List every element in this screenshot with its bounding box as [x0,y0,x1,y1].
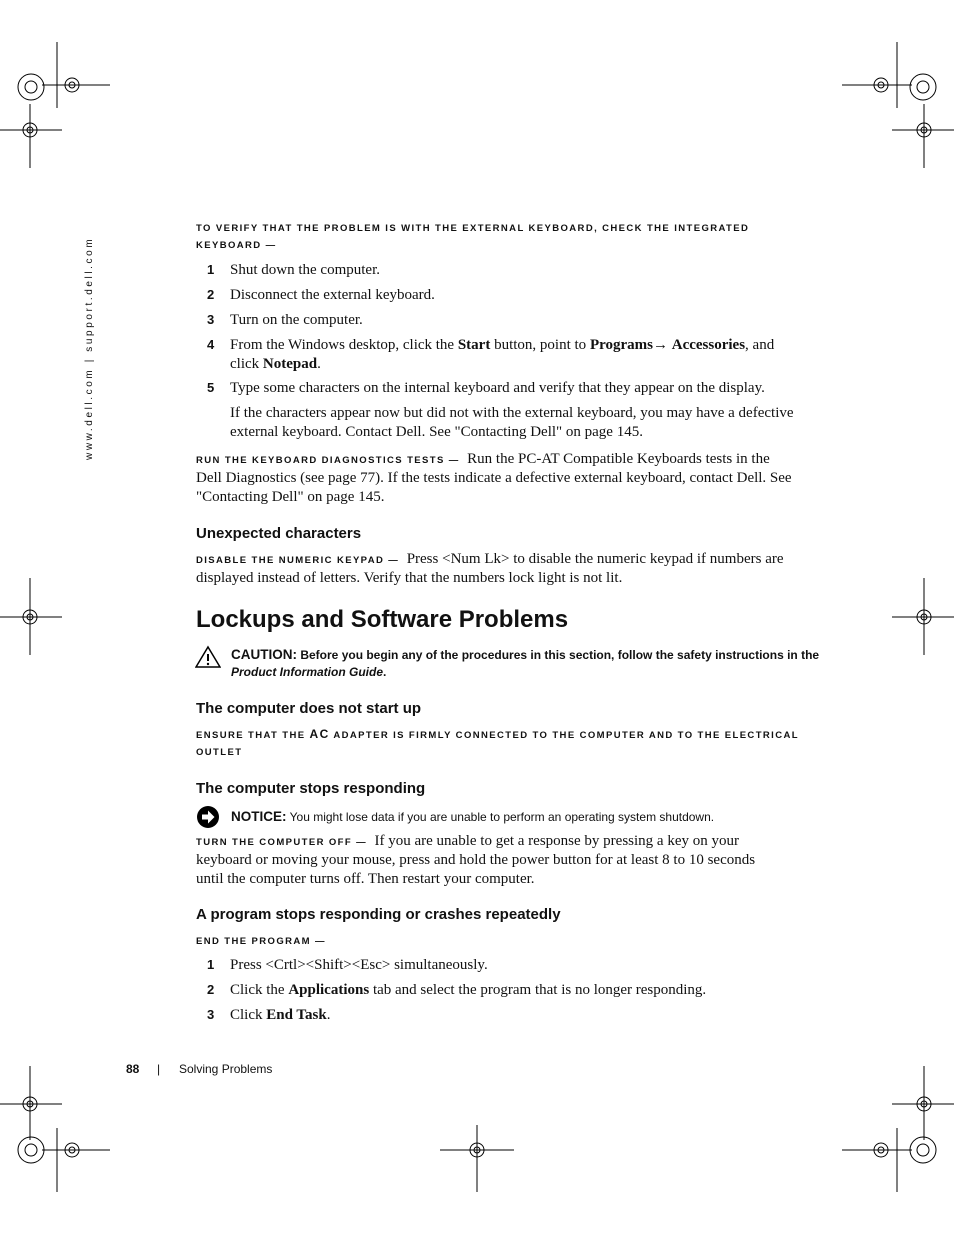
step-text: Click End Task. [230,1007,331,1023]
lockups-title: Lockups and Software Problems [196,606,569,633]
start-button-label: Start [457,337,491,353]
caution-triangle-icon [195,645,221,669]
footer-section-title: Solving Problems [179,1062,273,1076]
diagnostics-heading: RUN THE KEYBOARD DIAGNOSTICS TESTS — [196,455,460,466]
step-text: Press <Crtl><Shift><Esc> simultaneously. [230,957,488,973]
turn-off-heading: TURN THE COMPUTER OFF — [196,837,367,848]
notice-label: NOTICE: [231,809,287,824]
numeric-keypad-heading: DISABLE THE NUMERIC KEYPAD — [196,555,400,566]
applications-tab-label: Applications [288,982,370,998]
step-number: 3 [207,1007,215,1022]
caution-label: CAUTION: [231,647,297,662]
computer-stops-responding-title: The computer stops responding [196,780,426,797]
notepad-label: Notepad [262,355,318,372]
step-number: 5 [207,380,215,395]
step-text: Turn on the computer. [230,312,363,328]
ensure-ac-adapter-heading: ENSURE THAT THE AC ADAPTER IS FIRMLY CONNECTED TO THE COMPUTER AND TO THE ELECTRICAL OUTLET [196,727,799,758]
step-text: Type some characters on the internal keyboard and verify that they appear on the display. [230,380,765,396]
step-number: 1 [207,262,215,277]
step-number: 3 [207,312,215,327]
diagnostics-paragraph: RUN THE KEYBOARD DIAGNOSTICS TESTS — Run the PC-AT Compatible Keyboards tests in the Dell Diagnostics (see page 77). If the tests indicate a defective external keyboard, contact Dell. See "Contacting Dell" on page 145. [196,451,792,505]
step-text: Click the Applications tab and select the program that is no longer responding. [230,982,707,998]
footer-separator: | [157,1062,161,1076]
turn-off-paragraph: TURN THE COMPUTER OFF — If you are unable to get a response by pressing a key on your keyboard or moving your mouse, press and hold the power button for at least 8 to 10 seconds until the computer turns off. Then restart your computer. [196,833,756,887]
verify-heading-line2: KEYBOARD — [196,240,277,251]
step-text: From the Windows desktop, click the Start button, point to Programs→ Accessories, and click Notepad. [230,337,775,372]
numeric-keypad-paragraph: DISABLE THE NUMERIC KEYPAD — Press <Num Lk> to disable the numeric keypad if numbers are displayed instead of letters. Verify that the numbers lock light is not lit. [196,551,784,586]
step-text: Shut down the computer. [230,262,380,278]
verify-heading-line1: TO VERIFY THAT THE PROBLEM IS WITH THE EXTERNAL KEYBOARD, CHECK THE INTEGRATED [196,223,750,234]
step-text: Disconnect the external keyboard. [230,287,435,303]
verify-heading [196,220,749,254]
unexpected-characters-title: Unexpected characters [196,525,362,542]
step-number: 1 [207,957,215,972]
arrow-right-icon: → [652,337,668,353]
accessories-menu-label: Accessories [671,337,746,353]
notice-arrow-icon [196,805,220,829]
notice-note: NOTICE: You might lose data if you are unable to perform an operating system shutdown. [231,809,715,824]
step-number: 2 [207,287,215,302]
product-information-guide-title: Product Information Guide [231,665,383,679]
caution-note: CAUTION: Before you begin any of the procedures in this section, follow the safety instructions in the Product Information Guide. [231,647,820,679]
end-program-heading: END THE PROGRAM — [196,936,326,947]
program-crashes-title: A program stops responding or crashes repeatedly [196,906,561,923]
end-task-button-label: End Task [266,1007,327,1023]
sidebar-url: www.dell.com | support.dell.com [84,236,95,460]
page-number: 88 [126,1062,140,1076]
step-number: 2 [207,982,215,997]
programs-menu-label: Programs [589,337,653,353]
step5-note: If the characters appear now but did not with the external keyboard, you may have a defective external keyboard. Contact Dell. See "Contacting Dell" on page 145. [230,405,794,440]
step-number: 4 [207,337,215,352]
computer-does-not-start-title: The computer does not start up [196,700,422,717]
